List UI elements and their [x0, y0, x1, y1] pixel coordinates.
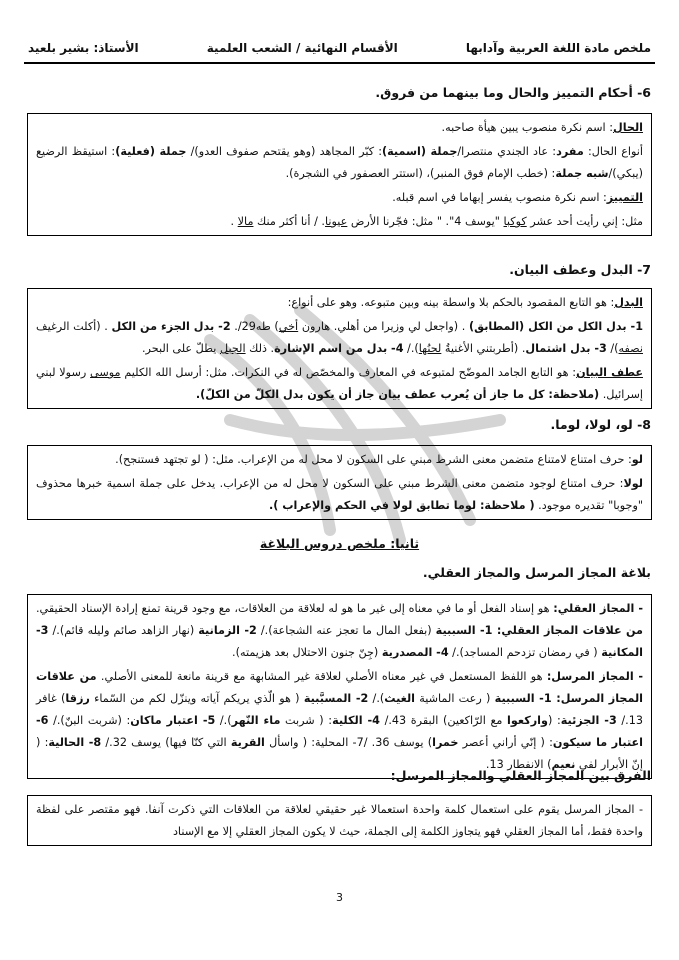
section-6-heading: 6- أحكام التمييز والحال وما بينهما من فروق.: [375, 85, 651, 100]
hal-types: أنواع الحال: مفرد: عاد الجندي منتصرا/جملة (اسمية): كبّر المجاهد (وهو يقتحم صفوف العدو)/ جملة (فعلية): استيقظ الرضيع (يبكي)/شبه جملة: (خطب الإمام فوق المنبر)، (استتر العصفور في الشجرة).: [36, 145, 643, 180]
part-2-title: ثانيا: ملخص دروس البلاغة: [259, 536, 420, 551]
section-10-box: [27, 795, 652, 846]
tamyiz-definition: التمييز: اسم نكرة منصوب يفسر إبهاما في اسم قبله.: [392, 191, 643, 204]
difference-text: - المجاز المرسل يقوم على استعمال كلمة واحدة استعمالا غير حقيقي لعلاقة من العلاقات التي ذكرت آنفا. فهو مقتصر على لفظة واحدة فقط، أما المجاز العقلي فهو يتجاوز الكلمة إلى الجملة، حيث لا يكون المجاز العقلي إلا مع الإسناد: [36, 803, 643, 838]
hal-definition: الحال: اسم نكرة منصوب يبين هيأة صاحبه.: [441, 121, 643, 134]
majaz-mursal-definition: - المجاز المرسل: هو اللفظ المستعمل في غير معناه الأصلي لعلاقة غير المشابهة مع قرينة مانعة للمعنى الأصلي. من علاقات المجاز المرسل: 1- السببية ( رعت الماشية الغيث)./ 2- المسبَّبية ( هو الّذي يريكم آياته وينزّل لكم من السّماء رزقا) غافر 13./ 3- الجزئية: (واركعوا مع الرّاكعين) البقرة 43./ 4- الكلية: ( شربت ماء النّهر)./ 5- اعتبار ماكان: (شربت البنّ)./ 6- اعتبار ما سيكون: ( إنّي أراني أعصر خمرا) يوسف 36. /7- المحلية: ( واسأل القرية التي كنّا فيها) يوسف 32./ 8- الحالية: ( إنّ الأبرار لفي نعيم) الانفطار 13.: [36, 670, 644, 771]
target-classes: الأقسام النهائية / الشعب العلمية: [206, 41, 398, 55]
doc-title: ملخص مادة اللغة العربية وآدابها: [465, 41, 651, 55]
lawla-definition: لولا: حرف امتناع لوجود متضمن معنى الشرط مبني على السكون لا محل له من الإعراب. يدخل على جملة اسمية خبرها محذوف "وجوبا" تقديره موجود. ( ملاحظة: لوما تطابق لولا في الحكم والإعراب ).: [36, 477, 643, 512]
law-definition: لو: حرف امتناع لامتناع متضمن معنى الشرط مبني على السكون لا محل له من الإعراب. مثل: ( لو تجتهد فستنجح).: [115, 453, 643, 466]
tamyiz-examples: مثل: إني رأيت أحد عشر كوكبا "يوسف 4". " مثل: فجّرنا الأرض عيونا. / أنا أكثر منك مالا .: [230, 215, 643, 228]
section-8-heading: 8- لو، لولا، لوما.: [550, 417, 651, 432]
section-9-heading: بلاغة المجاز المرسل والمجاز العقلي.: [422, 565, 651, 580]
atf-bayan-definition: عطف البيان: هو التابع الجامد الموضّح لمتبوعه في المعارف والمخصّص له في النكرات. مثل: أرسل الله الكليم موسى رسولا لبني إسرائيل. (ملاحظة: كل ما جاز أن يُعرب عطف بيان جاز أن يكون بدل الكلّ من الكلّ).: [36, 366, 643, 401]
badal-types: 1- بدل الكل من الكل (المطابق) . (واجعل لي وزيرا من أهلي. هارون أخي) طه29/. 2- بدل الجزء من الكل . (أكلت الرغيف نصفه)/ 3- بدل اشتمال. (أطربتني الأغنيةُ لحنُها)./ 4- بدل من اسم الإشارة. ذلك الجبل يطلّ على البحر.: [36, 320, 643, 355]
page-header: [28, 38, 651, 58]
section-7-heading: 7- البدل وعطف البيان.: [509, 262, 651, 277]
majaz-aqli-definition: - المجاز العقلي: هو إسناد الفعل أو ما في معناه إلى غير ما هو له لعلاقة من العلاقات، مع وجود قرينة تمنع إرادة الإسناد الحقيقي. من علاقات المجاز العقلي: 1- السببية (بفعل المال ما تعجز عنه الشجاعة)./ 2- الزمانية (نهار الزاهد صائم وليله قائم)./ 3- المكانية ( في رمضان تزدحم المساجد)./ 4- المصدرية (جِنّ جنون الاحتلال بعد هزيمته).: [36, 602, 643, 659]
page-number: 3: [336, 891, 343, 904]
teacher-name: الأستاذ: بشير بلعيد: [28, 41, 139, 55]
section-6-box: [27, 113, 652, 236]
section-8-box: [27, 445, 652, 520]
badal-definition: البدل: هو التابع المقصود بالحكم بلا واسطة بينه وبين متبوعه. وهو على أنواع:: [287, 296, 643, 309]
header-rule: [24, 62, 655, 64]
section-10-heading: الفرق بين المجاز العقلي والمجاز المرسل:: [390, 768, 651, 783]
section-9-box: [27, 594, 652, 779]
section-7-box: [27, 288, 652, 409]
